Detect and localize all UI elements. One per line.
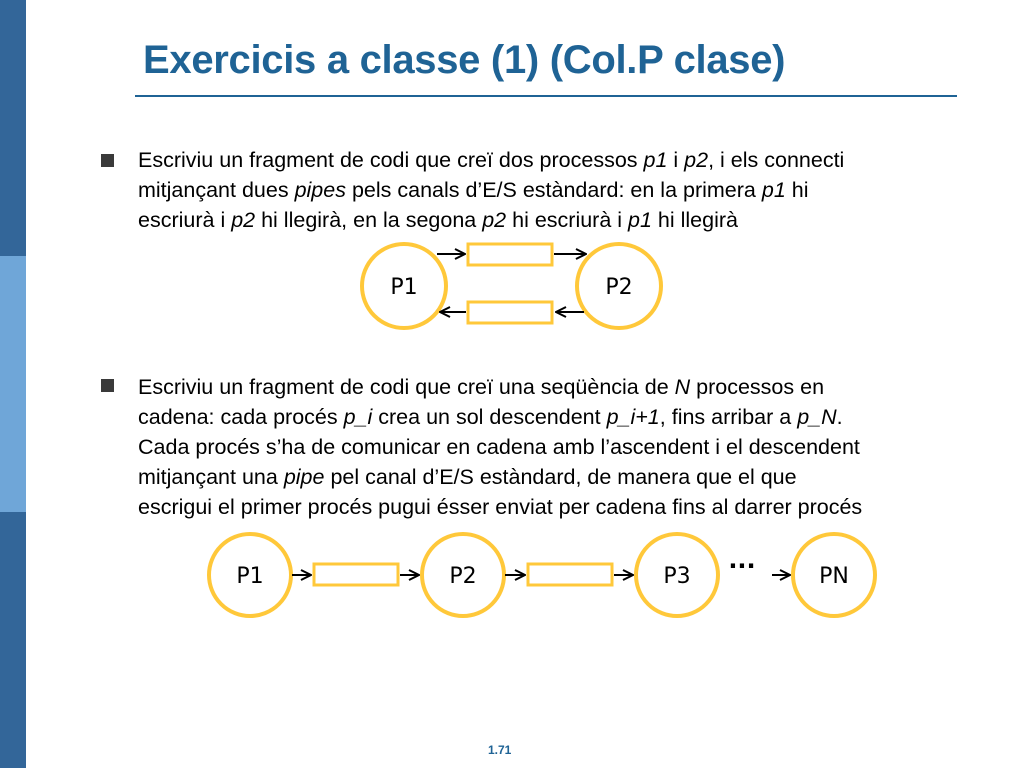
italic-term: pipe	[283, 465, 325, 489]
text-run: mitjançant una	[138, 465, 284, 489]
italic-term: pipes	[294, 178, 346, 202]
text-run: Escriviu un fragment de codi que creï una seqüència de	[138, 375, 675, 399]
text-run: pels canals d’E/S estàndard: en la primera	[345, 178, 762, 202]
text-run: hi llegirà, en la segona	[255, 208, 483, 232]
process-node-p2-label: P2	[605, 275, 633, 300]
chain-pipe-1	[314, 564, 398, 585]
chain-node-p2-label: P2	[449, 564, 477, 589]
italic-term: p2	[684, 148, 709, 172]
text-run: processos en	[690, 375, 825, 399]
text-run: , fins arribar a	[659, 405, 798, 429]
italic-term: p1	[761, 178, 786, 202]
text-run: Escriviu un fragment de codi que creï dos processos	[138, 148, 644, 172]
page-number: 1.71	[488, 743, 512, 757]
italic-term: p1	[628, 208, 652, 232]
text-run: hi llegirà	[651, 208, 738, 232]
chain-node-p1-label: P1	[236, 564, 264, 589]
text-run: pel canal d’E/S estàndard, de manera que el que	[324, 465, 797, 489]
slide-title: Exercicis a classe (1) (Col.P clase)	[143, 38, 786, 82]
italic-term: N	[674, 375, 691, 399]
text-run: .	[836, 405, 843, 429]
text-run: , i els connecti	[708, 148, 845, 172]
process-node-p1-label: P1	[390, 275, 418, 300]
italic-term: p2	[231, 208, 256, 232]
text-run: hi escriurà i	[506, 208, 629, 232]
italic-term: p1	[643, 148, 668, 172]
chain-pipe-2	[528, 564, 612, 585]
text-run: Cada procés s’ha de comunicar en cadena amb l’ascendent i el descendent	[138, 435, 860, 459]
chain-node-p3-label: P3	[663, 564, 691, 589]
italic-term: p_i+1	[606, 405, 660, 429]
text-run: cadena: cada procés	[138, 405, 344, 429]
text-run: crea un sol descendent	[372, 405, 607, 429]
italic-term: p_i	[343, 405, 373, 429]
chain-ellipsis: ···	[728, 552, 756, 580]
chain-node-pn-label: PN	[819, 564, 849, 589]
text-run: mitjançant dues	[138, 178, 295, 202]
text-run: i	[667, 148, 685, 172]
italic-term: p_N	[797, 405, 837, 429]
text-run: hi	[785, 178, 809, 202]
text-run: escriurà i	[138, 208, 232, 232]
text-run: escrigui el primer procés pugui ésser enviat per cadena fins al darrer procés	[138, 495, 863, 519]
italic-term: p2	[482, 208, 507, 232]
